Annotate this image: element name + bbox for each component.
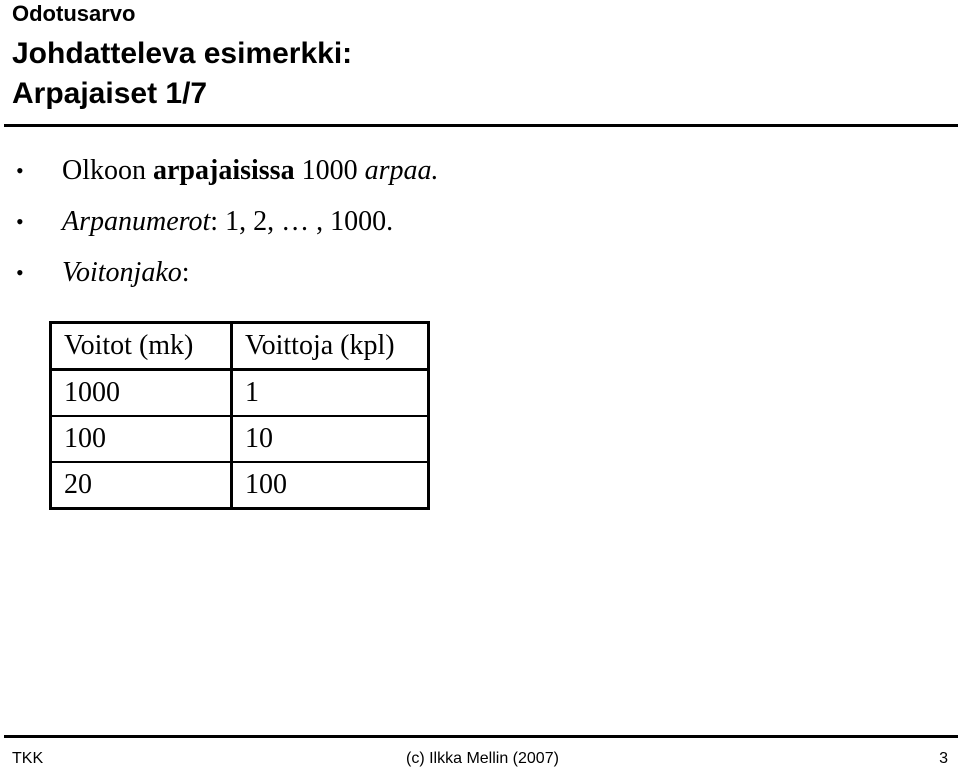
page-number: 3 xyxy=(939,750,948,767)
bullet-text-part: 1000 xyxy=(294,155,365,186)
bullet-marker: • xyxy=(16,209,24,234)
table-row xyxy=(51,416,429,462)
section-label: Odotusarvo xyxy=(12,1,136,26)
bullet-text-part: : xyxy=(181,257,190,288)
footer xyxy=(0,749,960,771)
table-row xyxy=(51,462,429,509)
column-header-prizes: Voitot (mk) xyxy=(51,323,232,370)
bullet-text-italic: Voitonjako xyxy=(62,257,182,288)
table-cell-prize: 20 xyxy=(51,462,232,509)
bullet-marker: • xyxy=(16,158,24,183)
footer-divider xyxy=(4,735,958,738)
column-header-prize-count: Voittoja (kpl) xyxy=(232,323,429,370)
slide-title-line-1: Johdatteleva esimerkki: xyxy=(12,37,353,70)
table-cell-prize: 100 xyxy=(51,416,232,462)
table-header-row xyxy=(51,323,429,370)
prize-table xyxy=(49,321,430,510)
bullet-list xyxy=(16,150,438,303)
bullet-item-lottery xyxy=(16,150,438,201)
footer-institution: TKK xyxy=(12,750,44,767)
bullet-item-ticket-numbers xyxy=(16,201,438,252)
slide-title-line-2: Arpajaiset 1/7 xyxy=(12,77,208,110)
slide-title xyxy=(12,34,352,114)
bullet-item-prize-distribution xyxy=(16,252,438,303)
table-cell-count: 100 xyxy=(232,462,429,509)
bullet-text-part: Olkoon xyxy=(62,155,153,186)
table-row xyxy=(51,370,429,417)
bullet-text-part: : 1, 2, … , 1000. xyxy=(210,206,394,237)
title-divider xyxy=(4,124,958,127)
bullet-text-italic: arpaa. xyxy=(364,155,439,186)
bullet-text-bold: arpajaisissa xyxy=(153,155,295,186)
bullet-marker: • xyxy=(16,260,24,285)
footer-copyright: (c) Ilkka Mellin (2007) xyxy=(406,750,559,767)
table-cell-count: 10 xyxy=(232,416,429,462)
table-cell-count: 1 xyxy=(245,377,259,408)
bullet-text-italic: Arpanumerot xyxy=(62,206,211,237)
table-cell-prize: 1000 xyxy=(51,370,232,417)
